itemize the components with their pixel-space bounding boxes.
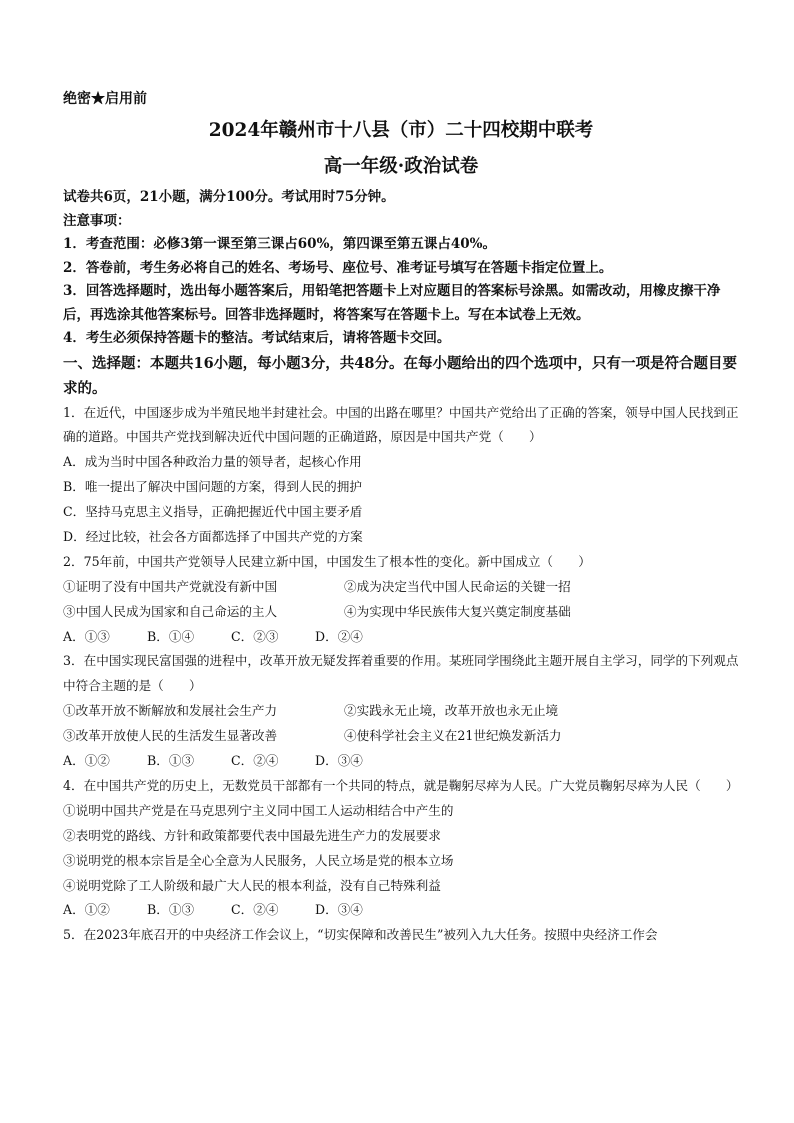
item-2: ②实践永无止境，改革开放也永无止境 — [344, 703, 559, 719]
answer-c: C．②③ — [231, 628, 279, 644]
item-4: ④使科学社会主义在21世纪焕发新活力 — [344, 728, 562, 744]
note-4: 4．考生必须保持答题卡的整洁。考试结束后，请将答题卡交回。 — [63, 330, 451, 346]
section-heading: 一、选择题：本题共16小题，每小题3分，共48分。在每小题给出的四个选项中，只有一项是符合题目要求的。 — [63, 354, 737, 397]
exam-page — [63, 86, 739, 948]
item-1: ①说明中国共产党是在马克思列宁主义同中国工人运动相结合中产生的 — [63, 802, 454, 818]
option-b: B．唯一提出了解决中国问题的方案，得到人民的拥护 — [63, 479, 362, 495]
item-2: ②成为决定当代中国人民命运的关键一招 — [344, 578, 571, 594]
answer-d: D．③④ — [315, 902, 363, 918]
note-2: 2．答卷前，考生务必将自己的姓名、考场号、座位号、准考证号填写在答题卡指定位置上。 — [63, 259, 613, 276]
question-4-stem: 4．在中国共产党的历史上，无数党员干部都有一个共同的特点，就是鞠躬尽瘁为人民。广大党员鞠躬尽瘁为人民（ ） — [63, 777, 739, 793]
note-1: 1．考查范围：必修3第一课至第三课占60%，第四课至第五课占40%。 — [63, 236, 497, 252]
answer-row — [63, 749, 739, 774]
item-4: ④为实现中华民族伟大复兴奠定制度基础 — [344, 603, 571, 619]
answer-b: B．①③ — [147, 902, 195, 918]
exam-subtitle: 高一年级·政治试卷 — [323, 156, 479, 177]
answer-b: B．①④ — [147, 628, 195, 644]
answer-a: A．①② — [63, 902, 110, 918]
item-row — [63, 724, 739, 749]
option-c: C．坚持马克思主义指导，正确把握近代中国主要矛盾 — [63, 504, 363, 520]
option-a: A．成为当时中国各种政治力量的领导者，起核心作用 — [63, 454, 362, 470]
item-1: ①证明了没有中国共产党就没有新中国 — [63, 578, 278, 594]
item-1: ①改革开放不断解放和发展社会生产力 — [63, 703, 278, 719]
item-3: ③改革开放使人民的生活发生显著改善 — [63, 728, 278, 744]
notes-heading: 注意事项： — [63, 212, 131, 229]
question-3-stem: 3．在中国实现民富国强的进程中，改革开放无疑发挥着重要的作用。某班同学围绕此主题开展自主学习，同学的下列观点中符合主题的是（ ） — [63, 653, 739, 694]
answer-d: D．③④ — [315, 753, 363, 769]
question-2-stem: 2．75年前，中国共产党领导人民建立新中国，中国发生了根本性的变化。新中国成立（ ） — [63, 553, 591, 569]
item-row — [63, 575, 739, 600]
answer-row — [63, 625, 739, 650]
question-5-stem: 5．在2023年底召开的中央经济工作会议上，“切实保障和改善民生”被列入九大任务。按照中央经济工作会 — [63, 927, 658, 943]
answer-b: B．①③ — [147, 753, 195, 769]
item-row — [63, 600, 739, 625]
question-1-stem: 1．在近代，中国逐步成为半殖民地半封建社会。中国的出路在哪里？中国共产党给出了正确的答案，领导中国人民找到正确的道路。中国共产党找到解决近代中国问题的正确道路，原因是中国共产党（ ） — [63, 404, 739, 445]
answer-a: A．①③ — [63, 628, 110, 644]
answer-d: D．②④ — [315, 628, 363, 644]
secret-label: 绝密★启用前 — [63, 91, 147, 107]
question-1 — [63, 401, 739, 550]
item-3: ③中国人民成为国家和自己命运的主人 — [63, 603, 278, 619]
exam-info: 试卷共6页，21小题，满分100分。考试用时75分钟。 — [63, 189, 395, 205]
question-2 — [63, 550, 739, 650]
option-d: D．经过比较，社会各方面都选择了中国共产党的方案 — [63, 528, 363, 544]
answer-c: C．②④ — [231, 753, 279, 769]
answer-a: A．①② — [63, 753, 110, 769]
item-3: ③说明党的根本宗旨是全心全意为人民服务，人民立场是党的根本立场 — [63, 852, 454, 868]
item-row — [63, 699, 739, 724]
exam-title: 2024年赣州市十八县（市）二十四校期中联考 — [208, 120, 594, 141]
answer-row — [63, 898, 739, 923]
note-3: 3．回答选择题时，选出每小题答案后，用铅笔把答题卡上对应题目的答案标号涂黑。如需改动，用橡皮擦干净后，再选涂其他答案标号。回答非选择题时，将答案写在答题卡上。写在本试卷上无效。 — [63, 283, 721, 323]
item-2: ②表明党的路线、方针和政策都要代表中国最先进生产力的发展要求 — [63, 827, 441, 843]
item-4: ④说明党除了工人阶级和最广大人民的根本利益，没有自己特殊利益 — [63, 877, 441, 893]
question-3 — [63, 649, 739, 773]
question-4 — [63, 774, 739, 923]
answer-c: C．②④ — [231, 902, 279, 918]
